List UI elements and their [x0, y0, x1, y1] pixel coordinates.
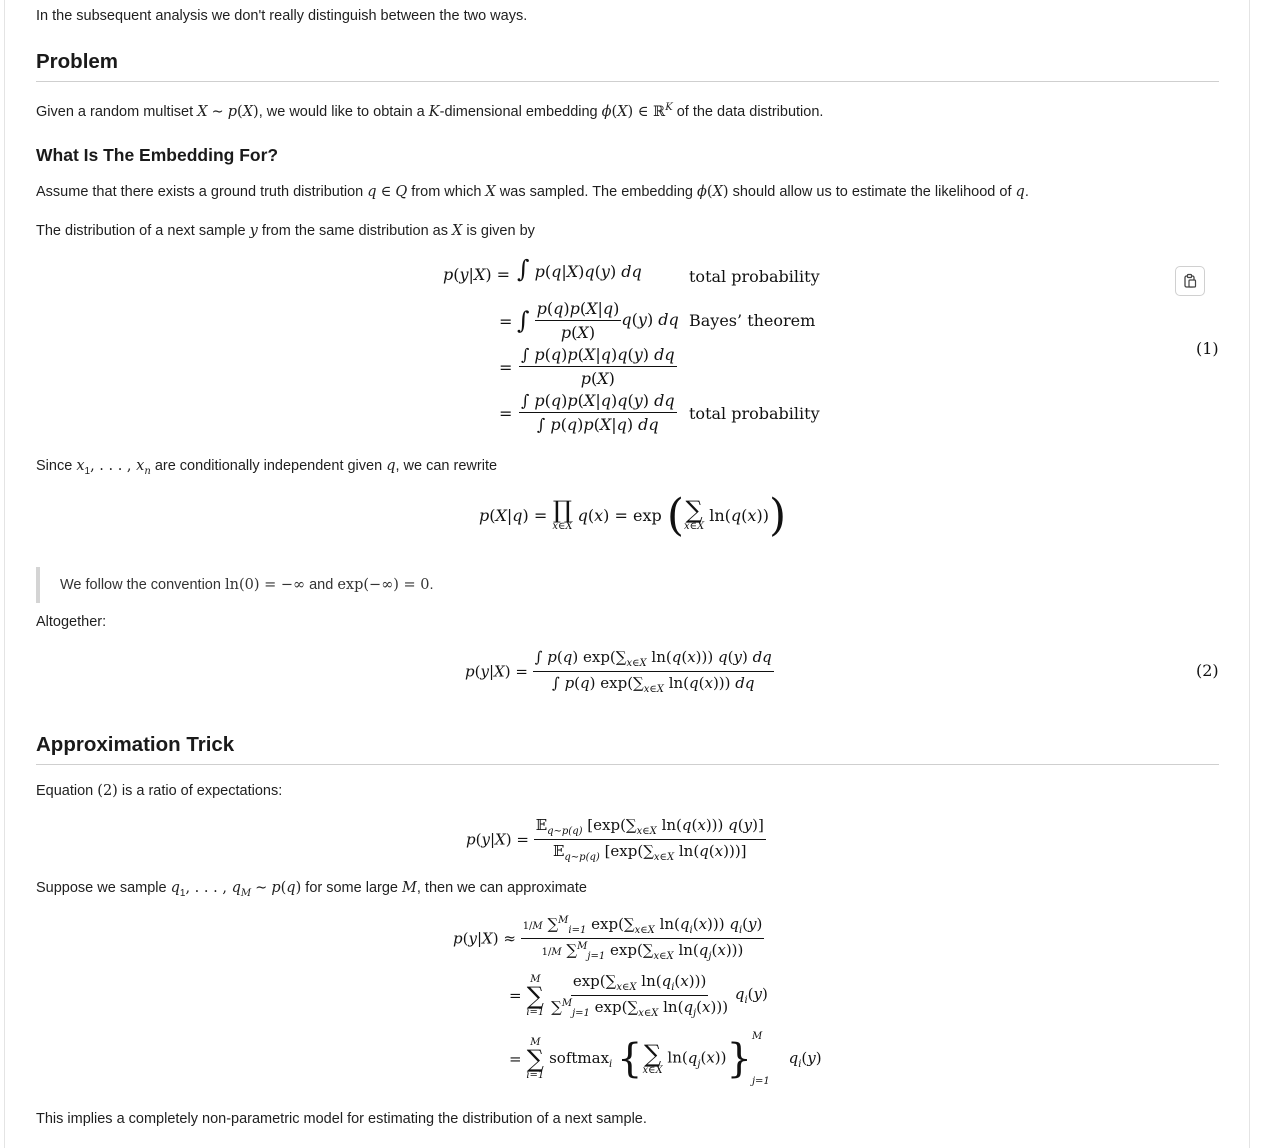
clipboard-copy-icon: [1182, 273, 1198, 289]
equation-1-tag: (1): [1196, 339, 1219, 358]
convention-note: We follow the convention ln(0) = −∞ and exp(−∞) = 0.: [60, 577, 434, 593]
equation-approx-line-3: = M ∑ i=1 softmax$_i$ { ∑ x∈X $\ln(q_j(x))$} M j=1 $q_i(y)$: [509, 1031, 822, 1087]
equation-1-line-3: $\frac{\int p(q)p(X|q)q(y) dq}{p(X)}$: [521, 345, 675, 388]
equation-2-tag: (2): [1196, 661, 1219, 680]
equation-1-eq-sign-3: =: [499, 358, 513, 377]
approximation-heading: Approximation Trick: [36, 733, 235, 756]
equation-1-eq-sign-2: =: [499, 312, 513, 331]
copy-equation-button[interactable]: [1175, 266, 1205, 296]
intro-paragraph: In the subsequent analysis we don't really distinguish between the two ways.: [36, 8, 528, 24]
equation-2: p(y|X) = $\frac{\int p(q) \exp(\sum_{x\in X} \ln(q(x))) q(y) dq}{\int p(q) \exp(\sum_{x\in X} \ln(q(x))) dq}$: [465, 648, 772, 695]
ratio-paragraph: Equation (2) is a ratio of expectations:: [36, 783, 283, 799]
equation-1-line-1-rhs: ∫ p(q|X)q(y) dq: [517, 255, 642, 283]
problem-paragraph: Given a random multiset X ∼ p(X), we would like to obtain a K-dimensional embedding ϕ(X) ∈ ℝ$^K$ of the data distribution.: [36, 102, 824, 120]
embedding-paragraph-2: The distribution of a next sample y from the same distribution as X is given by: [36, 223, 535, 239]
equation-approx-line-1: p(y|X) ≈ $\frac{1/M \sum^M_{i=1} \exp(\sum_{x\in X} \ln(q_i(x))) q_i(y)}{1/M \sum^M_{j=1} \exp(\sum_{x\in X} \ln(q_j(x)))}$: [453, 915, 763, 962]
annotation-bayes-theorem: Bayes’ theorem: [689, 311, 816, 330]
equation-product-form: p(X|q) = ∏ x∈X q(x) = exp ( ∑ x∈X ln(q(x))): [479, 490, 787, 541]
blockquote-bar: [36, 567, 40, 603]
annotation-total-probability-1: total probability: [689, 267, 820, 286]
altogether-label: Altogether:: [36, 614, 107, 630]
equation-1-line-2: ∫ $\frac{p(q)p(X|q)}{p(X)}$ q(y) dq: [517, 299, 679, 342]
equation-approx-line-2: = M ∑ i=1 $\frac{\exp(\sum_{x\in X} \ln(q_i(x)))}{\sum^M_{j=1} \exp(\sum_{x\in X} \ln(q_j(x)))}$ $q_i(y)$: [509, 972, 768, 1019]
sampling-paragraph: Suppose we sample $q_1$, . . . , $q_M$ ∼ p(q) for some large M, then we can approximate: [36, 880, 587, 899]
problem-heading: Problem: [36, 50, 119, 73]
equation-1-eq-sign-4: =: [499, 404, 513, 423]
equation-expectation-ratio: p(y|X) = $\frac{𝔼_{q\sim p(q)} [\exp(\sum_{x\in X} \ln(q(x))) q(y)]}{𝔼_{q\sim p(q)} [\exp(\sum_{x\in X} \ln(q(x)))]}$: [466, 816, 764, 863]
equation-1-line-4: $\frac{\int p(q)p(X|q)q(y) dq}{\int p(q)p(X|q) dq}$: [521, 391, 675, 434]
equation-1-line-1-lhs: p(y|X) =: [443, 265, 511, 284]
independence-paragraph: Since $x_1$, . . . , $x_n$ are conditionally independent given q, we can rewrite: [36, 458, 498, 477]
heading-divider: [36, 764, 1219, 765]
embedding-heading: What Is The Embedding For?: [36, 145, 279, 165]
annotation-total-probability-2: total probability: [689, 404, 820, 423]
heading-divider: [36, 81, 1219, 82]
embedding-paragraph-1: Assume that there exists a ground truth distribution q ∈ Q from which X was sampled. The embedding ϕ(X) should allow us to estimate the likelihood of q.: [36, 184, 1029, 200]
final-paragraph: This implies a completely non-parametric model for estimating the distribution of a next sample.: [36, 1111, 647, 1127]
